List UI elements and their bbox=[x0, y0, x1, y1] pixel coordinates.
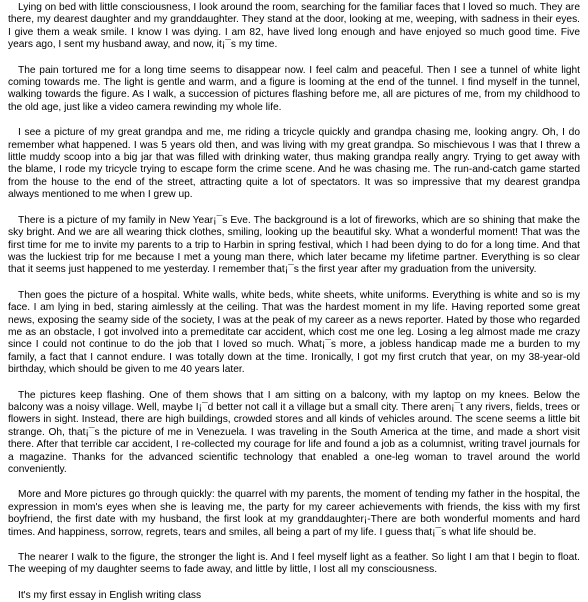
essay-paragraph-6 bbox=[8, 390, 580, 477]
paragraph-text: The pictures keep flashing. One of them shows that I am sitting on a balcony, with my laptop on my knees. Below the balcony was a noisy village. Well, maybe I¡¯d better not call it a village but a small city. There aren¡¯t any rivers, fields, trees or flowers in sight. Instead, there are high buildings, crowded stores and all kinds of vehicles around. The scene seems a little bit strange. Oh, that¡¯s the picture of me in Venezuela. I was traveling in the South America at the time, and made a short visit there. After that terrible car accident, I re-collected my courage for life and found a job as a columnist, writing travel journals for a magazine. Thanks for the advanced scientific technology that enabled a one-leg woman to travel around the world conveniently. bbox=[8, 389, 580, 475]
essay-paragraph-5 bbox=[8, 290, 580, 377]
essay-paragraph-8 bbox=[8, 552, 580, 577]
paragraph-text: The nearer I walk to the figure, the stronger the light is. And I feel myself light as a feather. So light I am that I begin to float. The weeping of my daughter seems to fade away, and little by little, I lost all my consciousness. bbox=[8, 552, 580, 576]
essay-paragraph-2 bbox=[8, 65, 580, 115]
paragraph-text: Then goes the picture of a hospital. White walls, white beds, white sheets, white uniforms. Everything is white and so is my face. I am lying in bed, staring aimlessly at the ceiling. That was the hardest moment in my life. Having reported some great news, exposing the seamy side of the society, I was at the peak of my career as a news reporter. Hated by those who regarded me as an obstacle, I got involved into a premeditate car accident, which cost me one leg. Losing a leg almost made me crazy since I could not continue to do the job that I loved so much. What¡¯s more, a jobless handicap made me a burden to my family, a fact that I cannot endure. I was totally down at the time. Ironically, I got my first crutch that year, on my 38-year-old birthday, which should be given to me 40 years later. bbox=[8, 289, 580, 376]
essay-paragraph-4 bbox=[8, 215, 580, 277]
essay-paragraph-1 bbox=[8, 2, 580, 52]
essay-paragraph-3 bbox=[8, 127, 580, 201]
paragraph-text: I see a picture of my great grandpa and me, me riding a tricycle quickly and grandpa chasing me, looking angry. Oh, I do remember what happened. I was 5 years old then, and was living with my great grandpa. So mischievous I was that I threw a little muddy scoop into a big jar that was filled with drinking water, thus making grandpa really angry. Trying to get away with the blame, I rode my tricycle trying to escape form the crime scene. And he was chasing me. The run-and-catch game started from the house to the end of the street, attracting quite a lot of spectators. It was so impressive that my dearest grandpa always mentioned to me when I grew up. bbox=[8, 127, 580, 201]
paragraph-text: It's my first essay in English writing class bbox=[18, 589, 202, 601]
essay-paragraph-7 bbox=[8, 489, 580, 539]
paragraph-text: The pain tortured me for a long time seems to disappear now. I feel calm and peaceful. Then I see a tunnel of white light coming towards me. The light is gentle and warm, and a figure is looming at the end of the tunnel. I find myself in the tunnel, walking towards the figure. As I walk, a succession of pictures flashing before me, all are pictures of me, from my childhood to the old age, just like a video camera rewinding my whole life. bbox=[8, 64, 580, 113]
paragraph-text: More and More pictures go through quickly: the quarrel with my parents, the moment of tending my father in the hospital, the expression in mom's eyes when she is leaving me, the party for my career achievements with friends, the kiss with my first boyfriend, the first date with my husband, the first look at my granddaughter¡-There are both wonderful moments and hard times. And happiness, sorrow, regrets, tears and smiles, all being a part of my life. I guess that¡¯s what life should be. bbox=[8, 489, 580, 538]
paragraph-text: Lying on bed with little consciousness, I look around the room, searching for the familiar faces that I loved so much. They are there, my dearest daughter and my granddaughter. They stand at the door, looking at me, weeping, with sadness in their eyes. I give them a weak smile. I know I was dying. I am 82, have lived long enough and have enjoyed so much good time. Five years ago, I sent my husband away, and now, it¡¯s my time. bbox=[8, 2, 580, 51]
paragraph-text: There is a picture of my family in New Year¡¯s Eve. The background is a lot of fireworks, which are so shining that make the sky bright. And we are all wearing thick clothes, smiling, looking up the beautiful sky. What a wonderful moment! That was the first time for me to invite my parents to a trip to Harbin in spring festival, which I had been dying to do for a long time. And that was the luckiest trip for me because I met a young man there, which later became my lifetime partner. Everything is so clear that it seems just happened to me yesterday. I remember that¡¯s the first year after my graduation from the university. bbox=[8, 214, 580, 276]
essay-closing-note bbox=[8, 590, 580, 602]
